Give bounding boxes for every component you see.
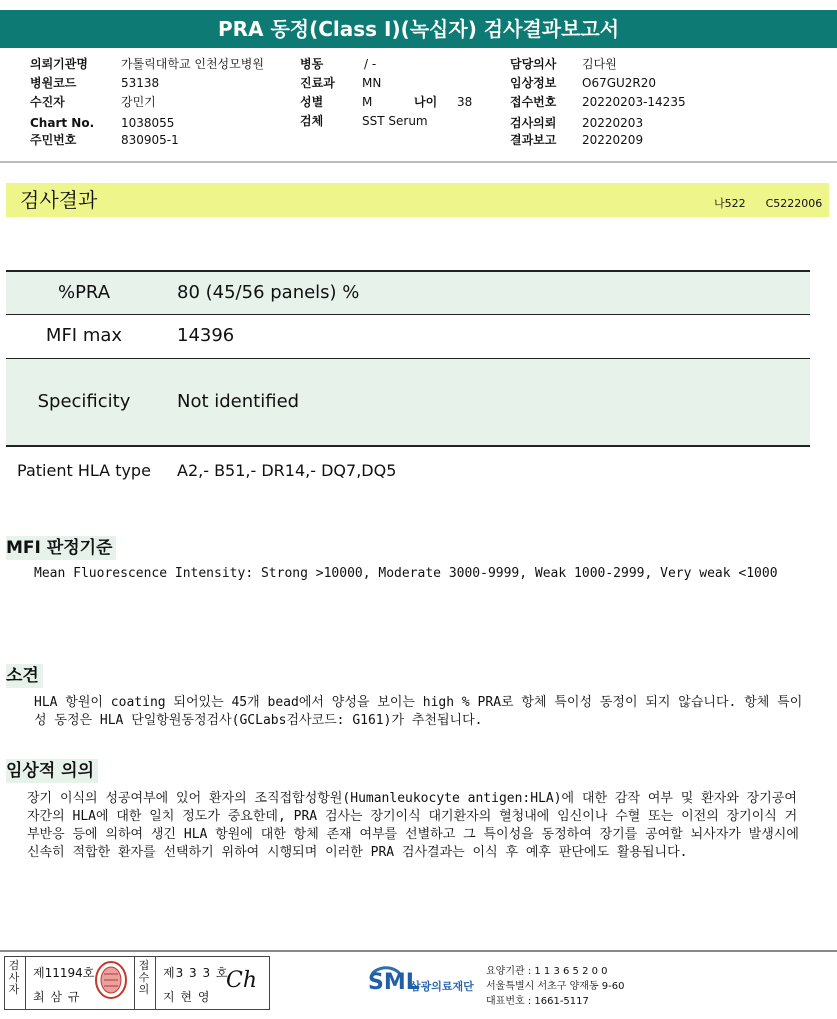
sml-logo-text: SML xyxy=(368,970,420,995)
table-row xyxy=(6,315,810,358)
signature-box-divider xyxy=(155,957,156,1009)
approver-role-label: 접 수 의 xyxy=(138,959,150,996)
findings-text: HLA 항원이 coating 되어있는 45개 bead에서 양성을 보이는 high % PRA로 항체 특이성 동정이 되지 않습니다. 항체 특이성 동정은 HLA 단일항원동정검사(GCLabs검사코드: G161)가 추천됩니다. xyxy=(34,695,803,728)
pra-value: 80 (45/56 panels) % xyxy=(177,282,360,303)
hospital-code-label: 병원코드 xyxy=(30,76,77,90)
table-row xyxy=(6,447,810,493)
mfi-max-label: MFI max xyxy=(45,325,123,346)
mfi-criteria-text: Mean Fluorescence Intensity: Strong >10000, Moderate 3000-9999, Weak 1000-2999, Very weak <1000 xyxy=(34,566,778,581)
institution-value: 가톨릭대학교 인천성모병원 xyxy=(121,57,264,71)
doctor-value: 김다원 xyxy=(582,57,617,71)
sex-value: M xyxy=(362,95,373,109)
ward-value: / - xyxy=(364,57,377,71)
receipt-label: 접수번호 xyxy=(510,95,557,109)
findings-title: 소견 xyxy=(6,664,43,688)
request-label: 검사의뢰 xyxy=(510,116,557,130)
approver-name: 지 현 영 xyxy=(163,990,211,1004)
patient-info xyxy=(0,0,837,160)
pra-label: %PRA xyxy=(57,282,111,303)
specificity-label: Specificity xyxy=(37,391,131,412)
doctor-label: 담당의사 xyxy=(510,57,557,71)
institution-label: 의뢰기관명 xyxy=(30,57,88,71)
mfi-criteria-title: MFI 판정기준 xyxy=(6,536,116,560)
footer-address: 서울특별시 서초구 양재동 9-60 xyxy=(486,981,625,992)
sex-label: 성별 xyxy=(300,95,324,109)
mfi-max-value: 14396 xyxy=(177,325,235,346)
footer-divider xyxy=(0,950,837,952)
hla-type-value: A2,- B51,- DR14,- DQ7,DQ5 xyxy=(177,461,397,480)
signature: Ch xyxy=(226,968,258,993)
specificity-value: Not identified xyxy=(177,391,300,412)
results-title: 검사결과 xyxy=(20,188,98,212)
resident-value: 830905-1 xyxy=(121,133,179,147)
resident-label: 주민번호 xyxy=(30,133,77,147)
report-date-value: 20220209 xyxy=(582,133,644,147)
signature-box-divider xyxy=(25,957,26,1009)
examiner-name: 최 삼 규 xyxy=(33,990,81,1004)
clinical-significance-title: 임상적 의의 xyxy=(6,759,98,783)
examiner-license: 제11194호 xyxy=(33,966,95,980)
results-codes xyxy=(714,195,837,211)
hla-type-label: Patient HLA type xyxy=(17,461,151,480)
dept-value: MN xyxy=(362,76,382,90)
clinical-info-value: O67GU2R20 xyxy=(582,76,657,90)
examiner-role-label: 검 사 자 xyxy=(8,959,20,996)
results-code-2: C5222006 xyxy=(765,197,823,210)
request-value: 20220203 xyxy=(582,116,644,130)
table-row xyxy=(6,359,810,445)
approver-license: 제3 3 3 호 xyxy=(163,966,229,980)
receipt-value: 20220203-14235 xyxy=(582,95,686,109)
chart-value: 1038055 xyxy=(121,116,175,130)
patient-label: 수진자 xyxy=(30,95,65,109)
signature-box-divider xyxy=(134,957,135,1009)
results-code-1: 나522 xyxy=(714,197,746,210)
footer-phone: 대표번호 : 1661-5117 xyxy=(486,996,589,1007)
chart-label: Chart No. xyxy=(30,116,95,130)
dept-label: 진료과 xyxy=(300,76,335,90)
age-value: 38 xyxy=(457,95,473,109)
clinical-info-label: 임상정보 xyxy=(510,76,557,90)
ward-label: 병동 xyxy=(300,57,324,71)
specimen-value: SST Serum xyxy=(362,114,428,128)
foundation-name: 삼광의료재단 xyxy=(410,980,474,993)
results-band xyxy=(6,183,829,217)
age-label: 나이 xyxy=(414,95,438,109)
institution-code: 요양기관 : 1 1 3 6 5 2 0 0 xyxy=(486,966,608,977)
report-date-label: 결과보고 xyxy=(510,133,557,147)
header-divider xyxy=(0,161,837,163)
report-title: PRA 동정(Class I)(녹십자) 검사결과보고서 xyxy=(0,10,837,48)
seal-stamp xyxy=(94,960,128,1000)
clinical-significance-text: 장기 이식의 성공여부에 있어 환자의 조직접합성항원(Humanleukocyte antigen:HLA)에 대한 감작 여부 및 환자와 장기공여자간의 HLA에 대한 일치 정도가 중요한데, PRA 검사는 장기이식 대기환자의 혈청내에 임신이나 수혈 또는 이전의 장기이식 거부반응 등에 의하여 생긴 HLA 항원에 대한 항체 존재 여부를 선별하고 그 특이성을 동정하여 장기를 공여할 뇌사자가 발생시에 신속히 적합한 환자를 선택하기 위하여 시행되며 이러한 PRA 검사결과는 이식 후 예후 판단에도 활용됩니다. xyxy=(27,791,799,860)
table-row xyxy=(6,272,810,314)
patient-value: 강민기 xyxy=(121,95,156,109)
hospital-code-value: 53138 xyxy=(121,76,160,90)
specimen-label: 검체 xyxy=(300,114,324,128)
